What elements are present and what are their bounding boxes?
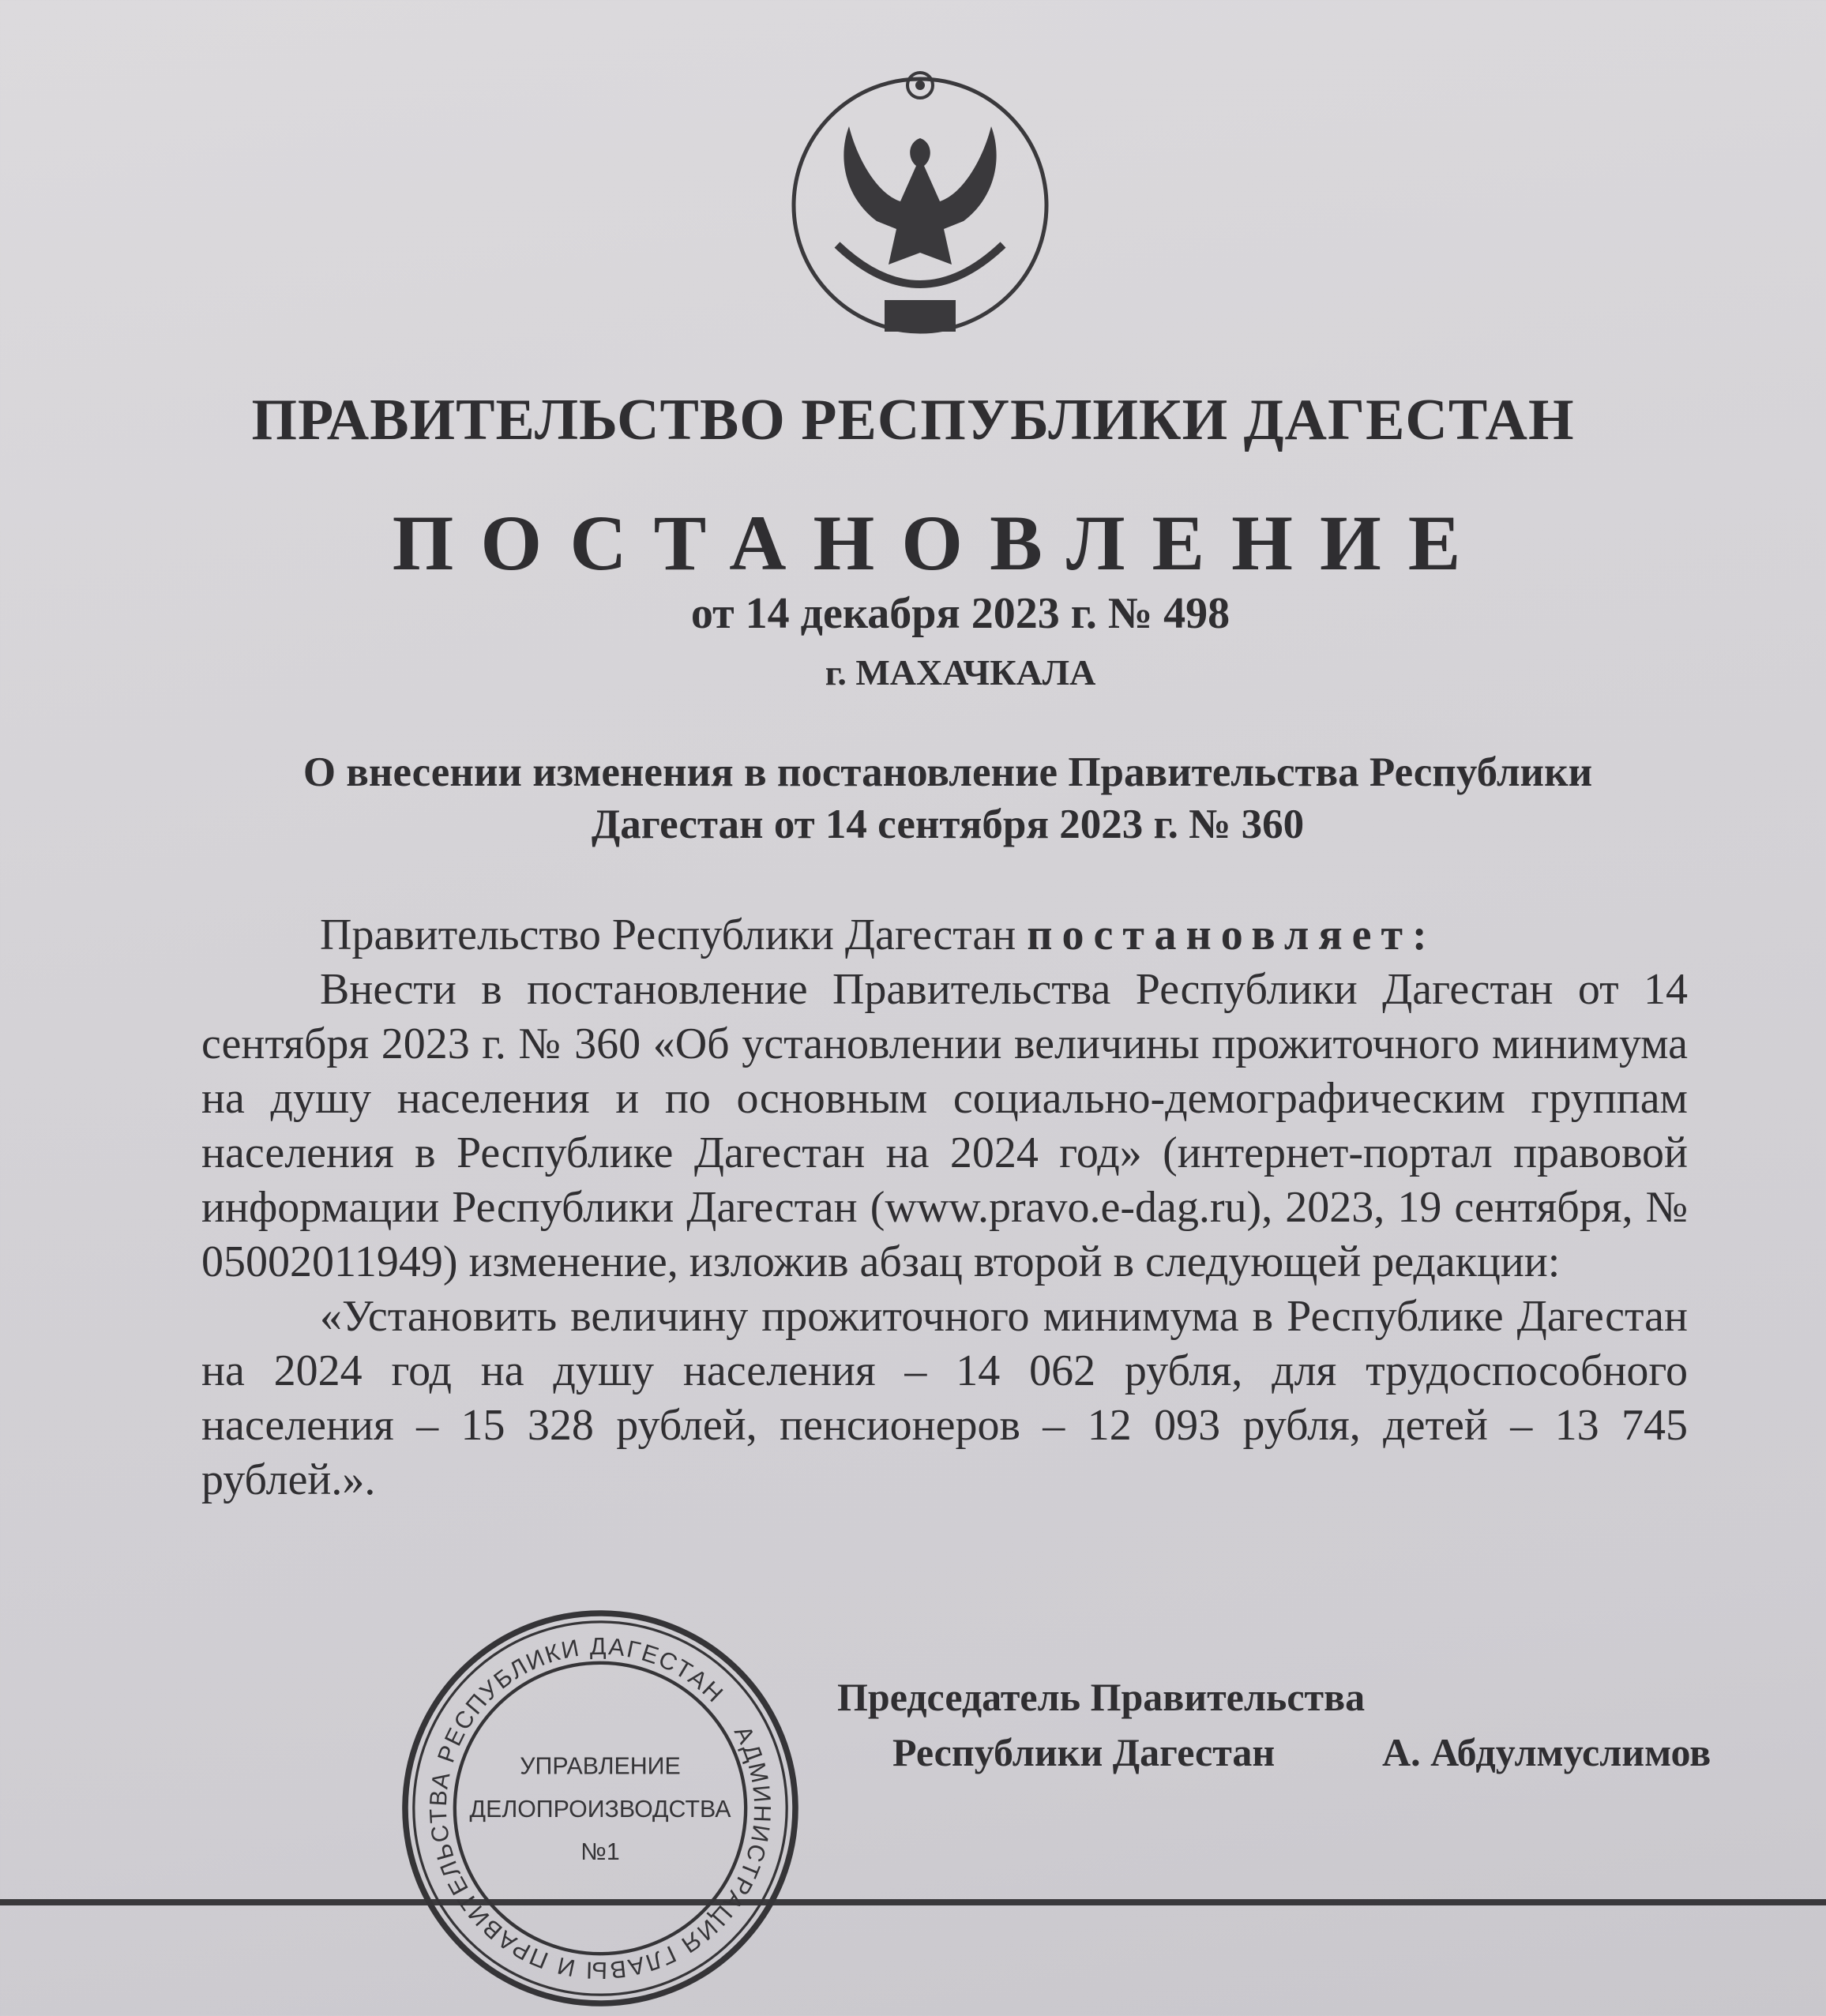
stamp-center-text: УПРАВЛЕНИЕ — [520, 1753, 681, 1780]
city: г. МАХАЧКАЛА — [825, 652, 1096, 693]
divider-line — [0, 1899, 1826, 1905]
signatory-position: Республики Дагестан — [892, 1730, 1276, 1774]
paragraph: «Установить величину прожиточного минимума в Республике Дагестан на 2024 год на душу населения – 14 062 рубля, для трудоспособного населения – 15 328 рублей, пенсионеров – 12 093 рубля, детей – 13 745 рублей.». — [201, 1292, 1688, 1504]
document-body — [201, 908, 1688, 1507]
paragraph: Внести в постановление Правительства Республики Дагестан от 14 сентября 2023 г. № 360 «Об установлении величины прожиточного минимума на душу населения и по основным социально-демографическим группам населения в Республике Дагестан на 2024 год» (интернет-портал правовой информации Республики Дагестан (www.pravo.e-dag.ru), 2023, 19 сентября, № 05002011949) изменение, изложив абзац второй в следующей редакции: — [201, 965, 1688, 1286]
subject-line: Дагестан от 14 сентября 2023 г. № 360 — [591, 802, 1305, 847]
subject-line: О внесении изменения в постановление Правительства Республики — [302, 749, 1593, 795]
organization-title: ПРАВИТЕЛЬСТВО РЕСПУБЛИКИ ДАГЕСТАН — [251, 388, 1575, 452]
document-type: ПОСТАНОВЛЕНИЕ — [392, 499, 1488, 587]
official-stamp — [395, 1603, 806, 2014]
preamble — [201, 908, 1688, 963]
coat-of-arms-emblem — [782, 63, 1058, 347]
date-and-number: от 14 декабря 2023 г. № 498 — [690, 589, 1230, 638]
preamble-text: Правительство Республики Дагестан — [320, 910, 1028, 959]
signatory-name: А. Абдулмуслимов — [1382, 1730, 1711, 1774]
stamp-center-text: ДЕЛОПРОИЗВОДСТВА — [469, 1796, 731, 1823]
document-subject — [197, 746, 1698, 850]
preamble-decree-word: постановляет: — [1027, 910, 1437, 959]
stamp-center-text: №1 — [580, 1839, 620, 1865]
stamp-ring-text: АДМИНИСТРАЦИЯ ГЛАВЫ И ПРАВИТЕЛЬСТВА РЕСПУБЛИКИ ДАГЕСТАН — [425, 1633, 776, 1984]
signatory-position: Председатель Правительства — [837, 1675, 1366, 1719]
